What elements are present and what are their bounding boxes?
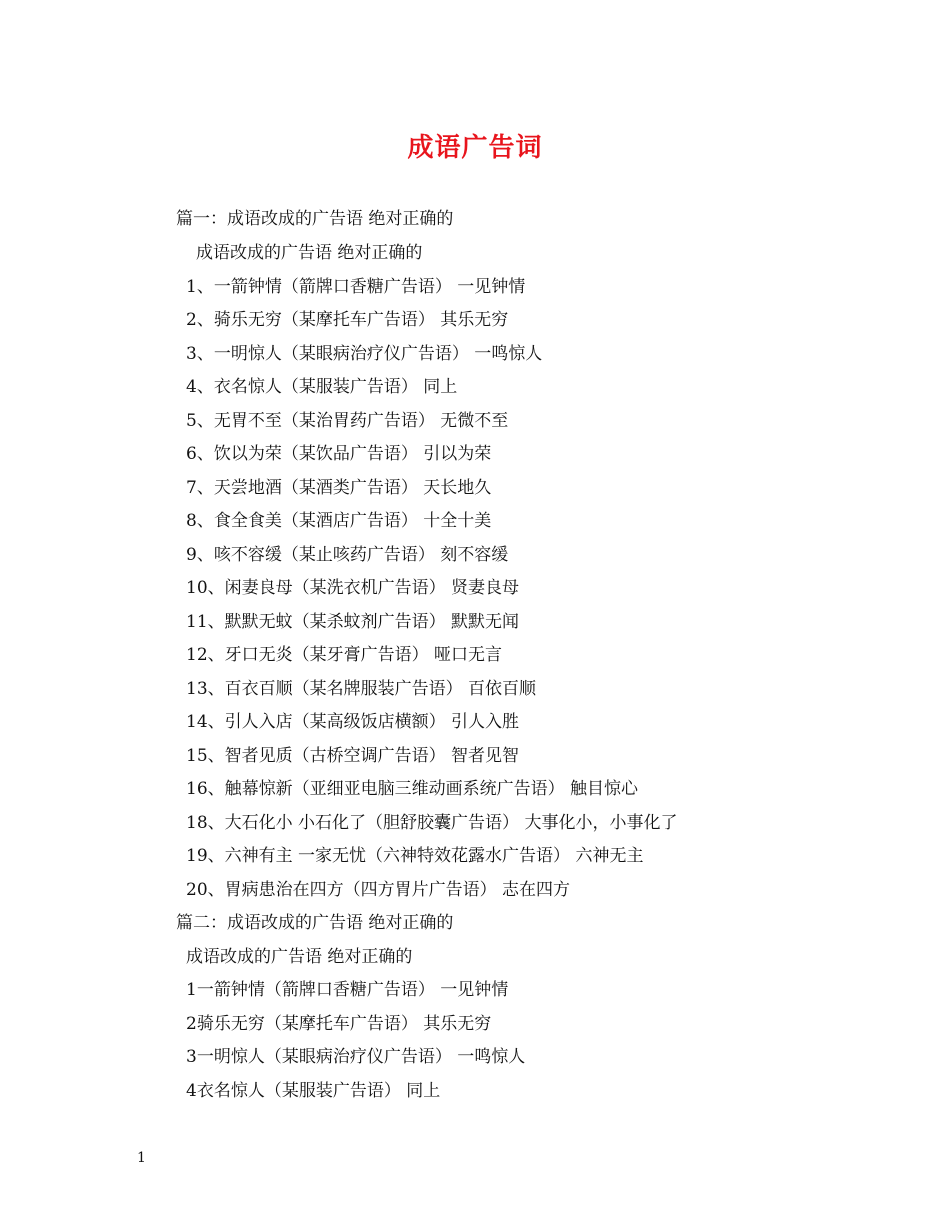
list-item: 20、胃病患治在四方（四方胃片广告语） 志在四方 xyxy=(186,880,571,900)
list-item: 4、衣名惊人（某服装广告语） 同上 xyxy=(186,377,458,397)
document-title: 成语广告词 xyxy=(407,133,543,163)
list-item: 15、智者见质（古桥空调广告语） 智者见智 xyxy=(186,746,520,766)
list-item: 2骑乐无穷（某摩托车广告语） 其乐无穷 xyxy=(186,1014,492,1034)
list-item: 12、牙口无炎（某牙膏广告语） 哑口无言 xyxy=(186,645,503,665)
list-item: 11、默默无蚊（某杀蚊剂广告语） 默默无闻 xyxy=(186,612,520,632)
list-item: 5、无胃不至（某治胃药广告语） 无微不至 xyxy=(186,411,509,431)
list-item: 10、闲妻良母（某洗衣机广告语） 贤妻良母 xyxy=(186,578,520,598)
list-item: 18、大石化小 小石化了（胆舒胶囊广告语） 大事化小，小事化了 xyxy=(186,813,678,833)
list-item: 1、一箭钟情（箭牌口香糖广告语） 一见钟情 xyxy=(186,277,526,297)
list-item: 8、食全食美（某酒店广告语） 十全十美 xyxy=(186,511,492,531)
list-item: 1一箭钟情（箭牌口香糖广告语） 一见钟情 xyxy=(186,980,509,1000)
section-heading-1: 篇一：成语改成的广告语 绝对正确的 xyxy=(176,209,454,229)
list-item: 7、天尝地酒（某酒类广告语） 天长地久 xyxy=(186,478,492,498)
list-item: 13、百衣百顺（某名牌服装广告语） 百依百顺 xyxy=(186,679,537,699)
list-item: 3、一明惊人（某眼病治疗仪广告语） 一鸣惊人 xyxy=(186,344,543,364)
section-subheading-1: 成语改成的广告语 绝对正确的 xyxy=(196,243,423,263)
list-item: 16、触幕惊新（亚细亚电脑三维动画系统广告语） 触目惊心 xyxy=(186,779,639,799)
list-item: 19、六神有主 一家无忧（六神特效花露水广告语） 六神无主 xyxy=(186,846,644,866)
list-item: 14、引人入店（某高级饭店横额） 引人入胜 xyxy=(186,712,520,732)
list-item: 9、咳不容缓（某止咳药广告语） 刻不容缓 xyxy=(186,545,509,565)
list-item: 2、骑乐无穷（某摩托车广告语） 其乐无穷 xyxy=(186,310,509,330)
section-heading-2: 篇二：成语改成的广告语 绝对正确的 xyxy=(176,913,454,933)
section-subheading-2: 成语改成的广告语 绝对正确的 xyxy=(186,947,413,967)
list-item: 3一明惊人（某眼病治疗仪广告语） 一鸣惊人 xyxy=(186,1047,526,1067)
list-item: 6、饮以为荣（某饮品广告语） 引以为荣 xyxy=(186,444,492,464)
page-number: 1 xyxy=(137,1150,146,1166)
list-item: 4衣名惊人（某服装广告语） 同上 xyxy=(186,1081,441,1101)
